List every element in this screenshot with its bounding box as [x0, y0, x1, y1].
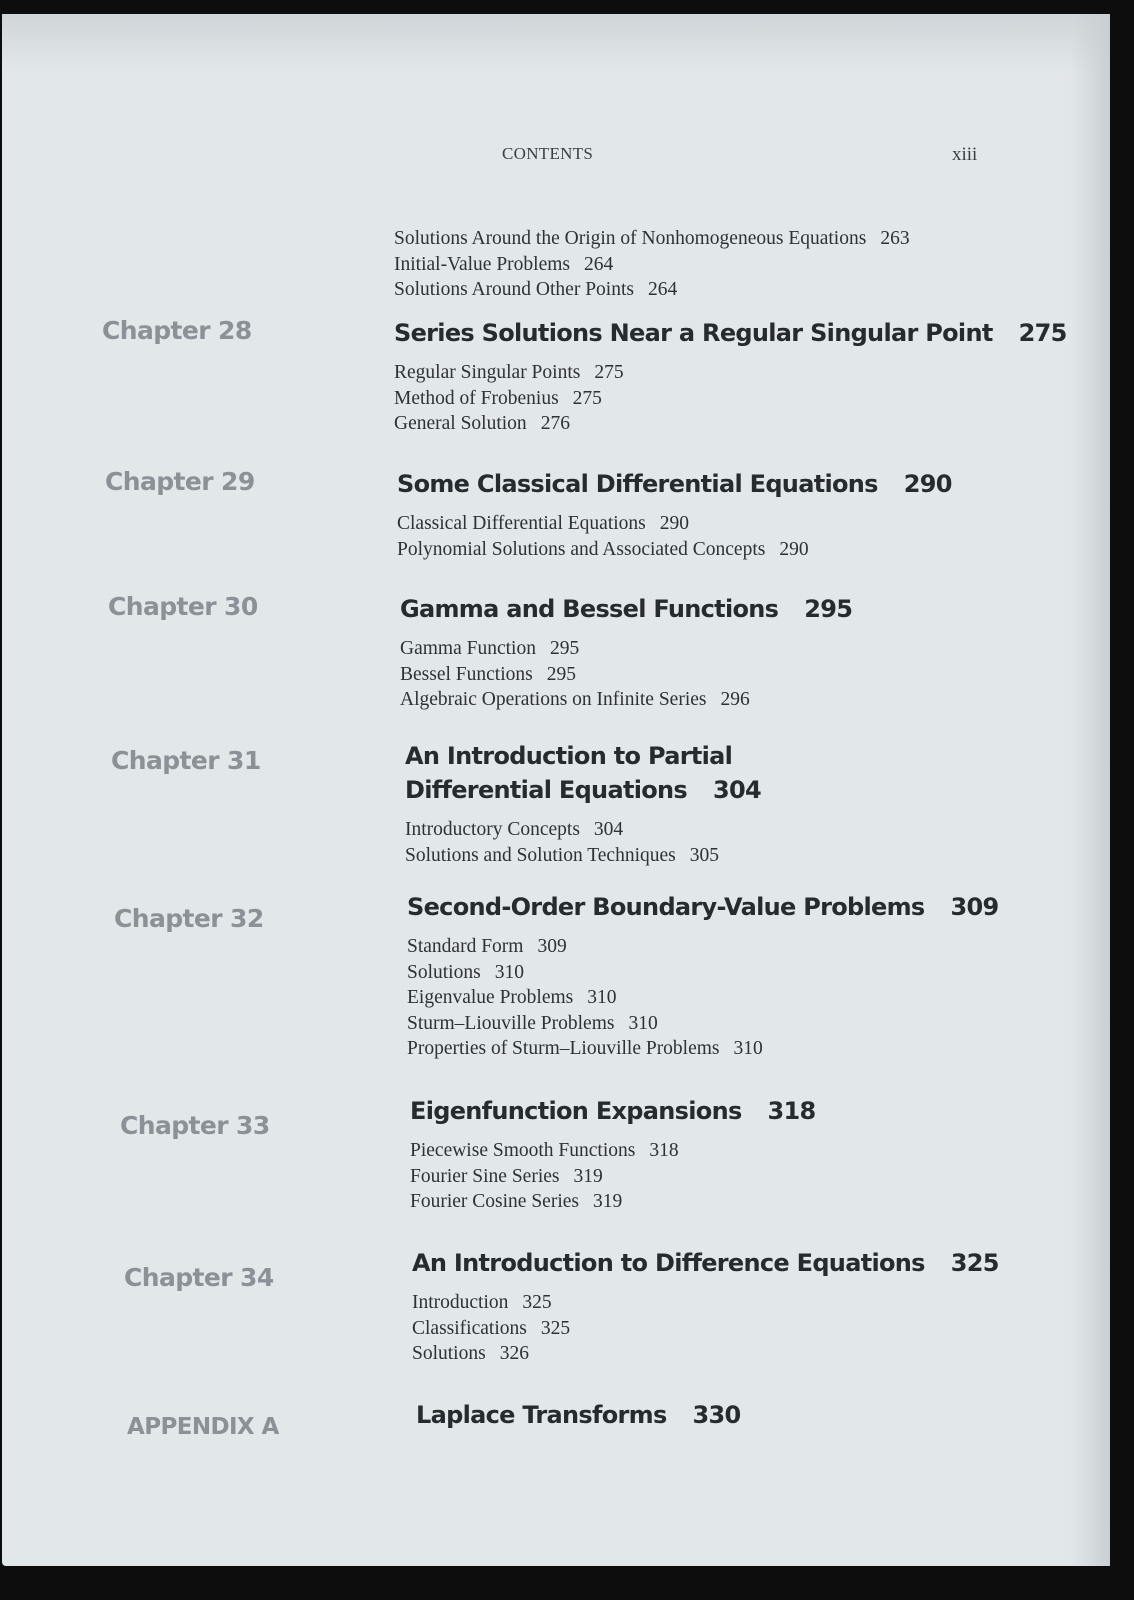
- chapter-label: Chapter 28: [102, 316, 252, 345]
- toc-section-entry: General Solution 276: [394, 413, 570, 434]
- chapter-title: An Introduction to Partial Differential Equations 304: [405, 742, 761, 804]
- continued-section-list: [394, 226, 910, 303]
- toc-section-entry: Solutions and Solution Techniques 305: [405, 844, 719, 866]
- chapter-title: Some Classical Differential Equations 290: [397, 470, 952, 498]
- chapter-title: An Introduction to Difference Equations 325: [412, 1249, 999, 1277]
- chapter-label: Chapter 29: [105, 467, 255, 496]
- toc-section-entry: Classifications 325: [412, 1317, 571, 1339]
- chapter-page: 290: [903, 470, 952, 498]
- toc-section-entry: Algebraic Operations on Infinite Series 296: [400, 689, 750, 710]
- chapter-page: 330: [692, 1401, 741, 1429]
- toc-section-entry: Piecewise Smooth Functions 318: [410, 1140, 679, 1161]
- toc-section-entry: Standard Form 309: [407, 936, 567, 957]
- chapter-page: 309: [950, 893, 999, 921]
- chapter-page: 325: [950, 1249, 999, 1277]
- chapter-section-list: [407, 934, 999, 1062]
- toc-section-entry: Classical Differential Equations 290: [397, 513, 689, 534]
- chapter-page: 304: [713, 776, 761, 804]
- chapter-section-list: [412, 1290, 999, 1367]
- chapter-page: 318: [767, 1097, 816, 1125]
- chapter-label: Chapter 33: [120, 1111, 270, 1140]
- toc-section-entry: Solutions 310: [407, 961, 524, 983]
- chapter-section-list: [410, 1138, 816, 1215]
- chapter-title: Second-Order Boundary-Value Problems 309: [407, 893, 999, 921]
- chapter-label: Chapter 30: [108, 592, 258, 621]
- toc-section-entry: Introduction 325: [412, 1292, 552, 1313]
- chapter-title: Eigenfunction Expansions 318: [410, 1097, 816, 1125]
- toc-section-entry: Fourier Sine Series 319: [410, 1165, 603, 1187]
- toc-section-entry: Regular Singular Points 275: [394, 362, 624, 383]
- book-page: [2, 14, 1110, 1566]
- toc-section-entry: Properties of Sturm–Liouville Problems 310: [407, 1038, 763, 1059]
- chapter-page: 275: [1018, 319, 1067, 347]
- chapter-label: Chapter 34: [124, 1263, 274, 1292]
- appendix-label: APPENDIX A: [127, 1414, 279, 1440]
- chapter-section-list: [397, 511, 952, 562]
- running-title: CONTENTS: [502, 144, 594, 163]
- toc-section-entry: Gamma Function 295: [400, 638, 580, 659]
- toc-section-entry: Initial-Value Problems 264: [394, 253, 614, 275]
- toc-section-entry: Fourier Cosine Series 319: [410, 1191, 623, 1212]
- toc-section-entry: Solutions Around the Origin of Nonhomogeneous Equations 263: [394, 228, 910, 249]
- chapter-section-list: [394, 360, 1067, 437]
- chapter-title: Gamma and Bessel Functions 295: [400, 595, 853, 623]
- toc-section-entry: Eigenvalue Problems 310: [407, 987, 617, 1008]
- chapter-title: Series Solutions Near a Regular Singular Point 275: [394, 319, 1067, 347]
- page-number: xiii: [952, 144, 978, 165]
- toc-section-entry: Polynomial Solutions and Associated Concepts 290: [397, 538, 809, 560]
- toc-section-entry: Solutions 326: [412, 1343, 529, 1364]
- chapter-section-list: [400, 636, 852, 713]
- chapter-page: 295: [804, 595, 853, 623]
- appendix-title: Laplace Transforms 330: [416, 1401, 741, 1429]
- toc-section-entry: Method of Frobenius 275: [394, 387, 602, 409]
- toc-section-entry: Bessel Functions 295: [400, 663, 576, 685]
- chapter-label: Chapter 31: [111, 746, 261, 775]
- bleed-through: [322, 434, 356, 541]
- chapter-label: Chapter 32: [114, 904, 264, 933]
- toc-section-entry: Sturm–Liouville Problems 310: [407, 1012, 658, 1034]
- toc-section-entry: Introductory Concepts 304: [405, 819, 624, 840]
- toc-section-entry: Solutions Around Other Points 264: [394, 279, 678, 300]
- chapter-section-list: [405, 817, 761, 868]
